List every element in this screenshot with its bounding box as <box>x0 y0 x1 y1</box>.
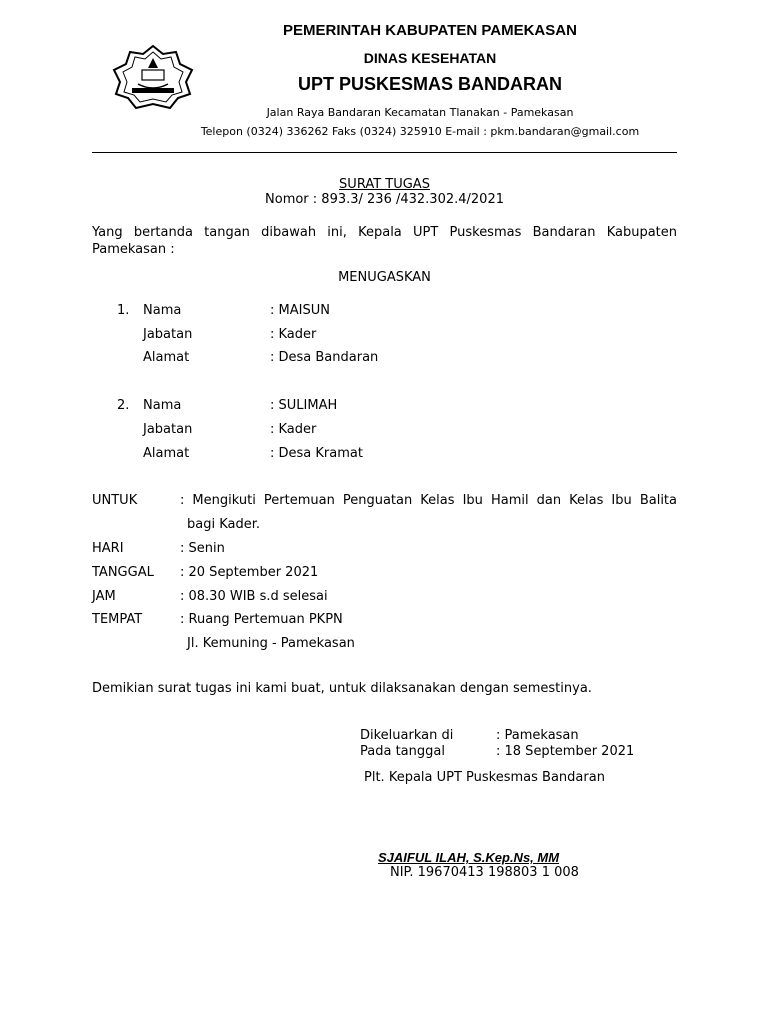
purpose-label: UNTUK <box>92 493 138 508</box>
place-line-1: : Ruang Pertemuan PKPN <box>180 612 343 627</box>
place-label: TEMPAT <box>92 612 143 627</box>
signatory-nip: NIP. 19670413 198803 1 008 <box>390 865 579 880</box>
header-contact: Telepon (0324) 336262 Faks (0324) 325910 E-mail : pkm.bandaran@gmail.com <box>200 125 640 138</box>
assignee-position-label: Jabatan <box>143 327 193 342</box>
letter-title: SURAT TUGAS <box>339 177 430 192</box>
assignee-name-label: Nama <box>143 398 182 413</box>
letter-intro: Yang bertanda tangan dibawah ini, Kepala UPT Puskesmas Bandaran Kabupaten Pamekasan : <box>92 225 677 257</box>
signatory-position: Plt. Kepala UPT Puskesmas Bandaran <box>364 770 605 785</box>
issued-date-value: : 18 September 2021 <box>496 744 635 759</box>
date-value: : 20 September 2021 <box>180 565 319 580</box>
time-label: JAM <box>92 589 116 604</box>
day-label: HARI <box>92 541 124 556</box>
purpose-line-1: : Mengikuti Pertemuan Penguatan Kelas Ibu Hamil dan Kelas Ibu Balita <box>180 493 677 508</box>
header-divider <box>92 152 677 153</box>
letter-number: Nomor : 893.3/ 236 /432.302.4/2021 <box>265 192 504 207</box>
date-label: TANGGAL <box>92 565 154 580</box>
assignee-address: : Desa Kramat <box>270 446 363 461</box>
header-address: Jalan Raya Bandaran Kecamatan Tlanakan - Pamekasan <box>266 106 574 119</box>
assignee-name: : MAISUN <box>270 303 330 318</box>
assignee-address-label: Alamat <box>143 350 190 365</box>
assignee-position-label: Jabatan <box>143 422 193 437</box>
place-line-2: Jl. Kemuning - Pamekasan <box>187 636 355 651</box>
time-value: : 08.30 WIB s.d selesai <box>180 589 328 604</box>
assignee-number: 2. <box>117 398 130 413</box>
assignee-address: : Desa Bandaran <box>270 350 379 365</box>
header-institution: UPT PUSKESMAS BANDARAN <box>297 74 562 94</box>
header-department: DINAS KESEHATAN <box>363 50 497 66</box>
assignee-position: : Kader <box>270 327 317 342</box>
assignee-name: : SULIMAH <box>270 398 338 413</box>
issued-place-label: Dikeluarkan di <box>360 728 454 743</box>
header-government: PEMERINTAH KABUPATEN PAMEKASAN <box>283 22 577 39</box>
assignee-name-label: Nama <box>143 303 182 318</box>
purpose-line-2: bagi Kader. <box>187 517 261 532</box>
closing-text: Demikian surat tugas ini kami buat, untuk dilaksanakan dengan semestinya. <box>92 681 592 696</box>
letter-heading: MENUGASKAN <box>338 270 431 285</box>
assignee-position: : Kader <box>270 422 317 437</box>
day-value: : Senin <box>180 541 225 556</box>
issued-place-value: : Pamekasan <box>496 728 579 743</box>
issued-date-label: Pada tanggal <box>360 744 445 759</box>
signatory-name: SJAIFUL ILAH, S.Kep.Ns, MM <box>378 850 560 865</box>
assignee-number: 1. <box>117 303 130 318</box>
assignee-address-label: Alamat <box>143 446 190 461</box>
